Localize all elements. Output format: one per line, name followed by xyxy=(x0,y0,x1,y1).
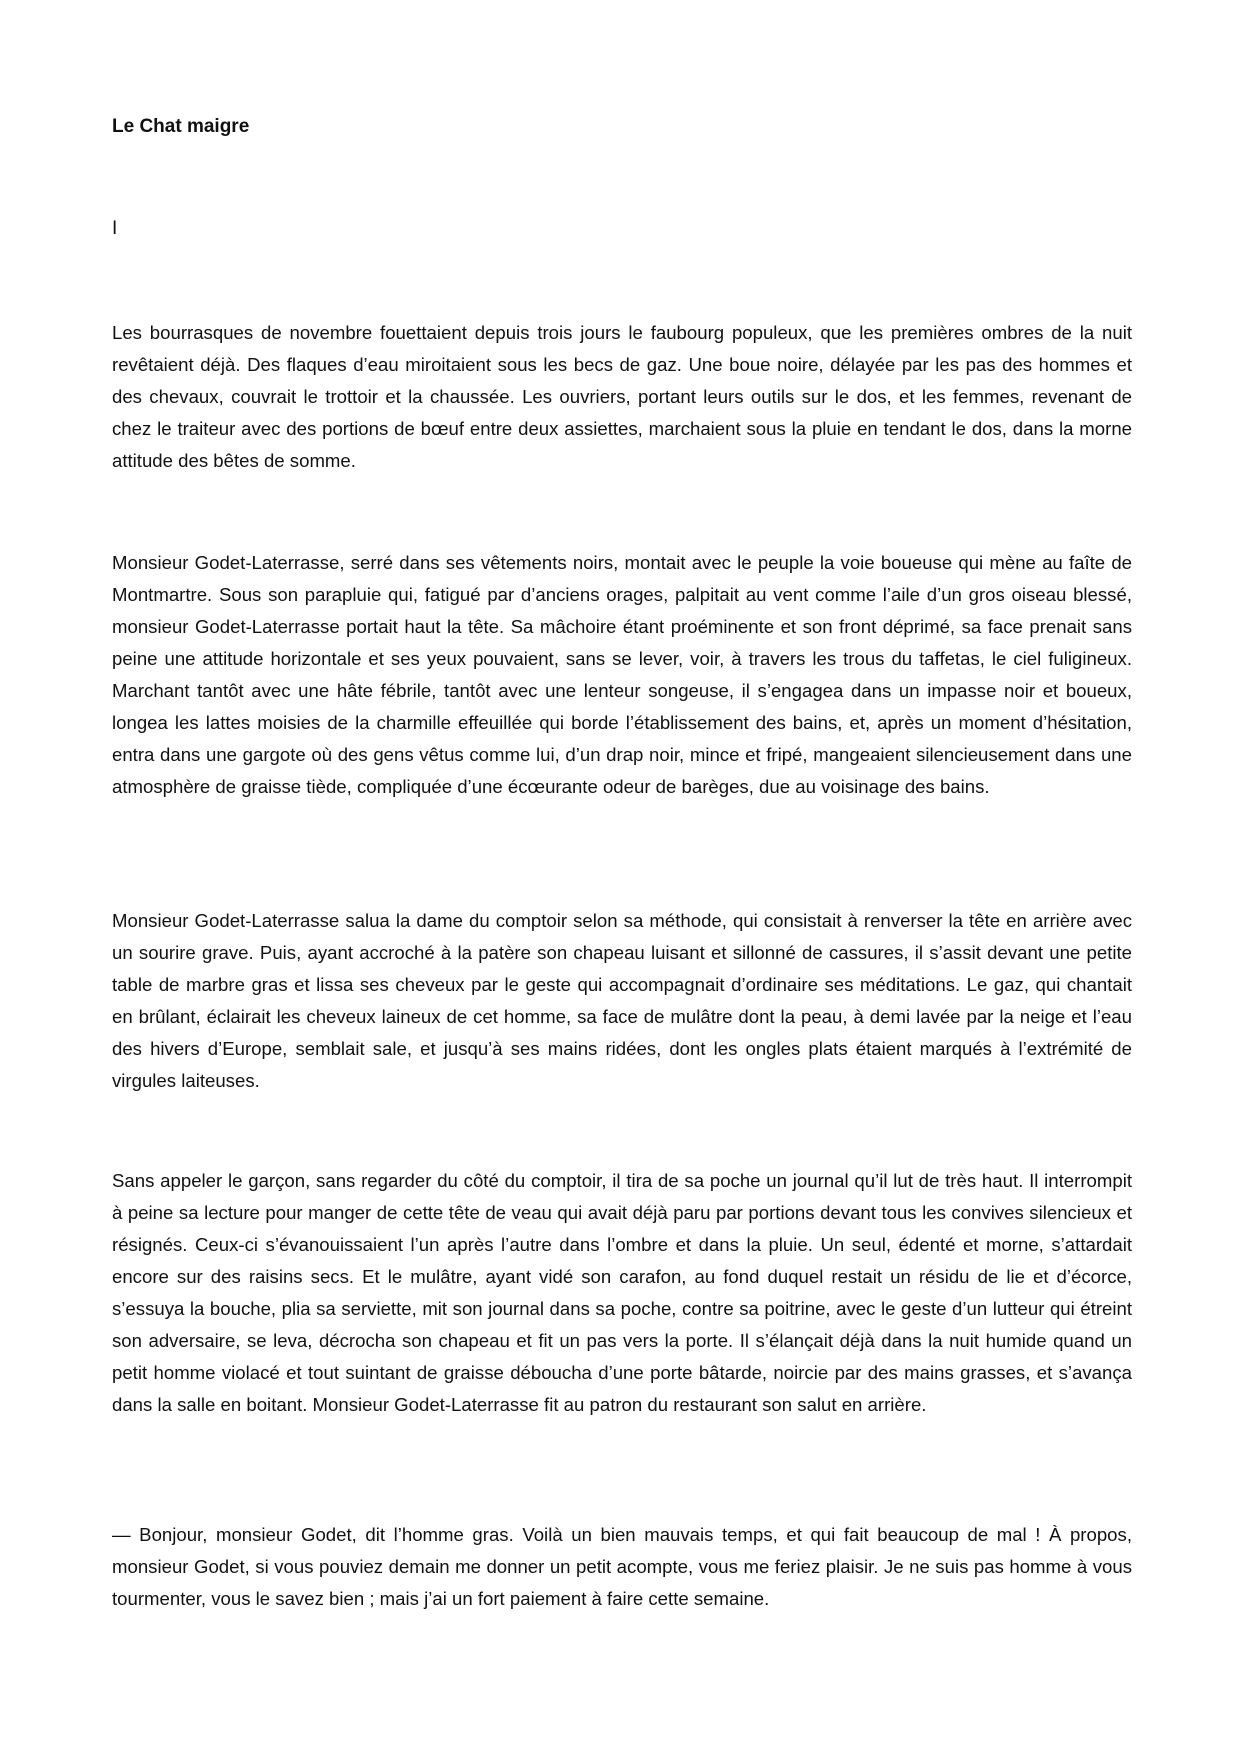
paragraph: Les bourrasques de novembre fouettaient depuis trois jours le faubourg populeux, que les premières ombres de la nuit revêtaient déjà. Des flaques d’eau miroitaient sous les becs de gaz. Une boue noire, délayée par les pas des hommes et des chevaux, couvrait le trottoir et la chaussée. Les ouvriers, portant leurs outils sur le dos, et les femmes, revenant de chez le traiteur avec des portions de bœuf entre deux assiettes, marchaient sous la pluie en tendant le dos, dans la morne attitude des bêtes de somme. xyxy=(112,322,1132,471)
document-title: Le Chat maigre xyxy=(112,116,250,137)
paragraph: Monsieur Godet-Laterrasse, serré dans ses vêtements noirs, montait avec le peuple la voie boueuse qui mène au faîte de Montmartre. Sous son parapluie qui, fatigué par d’anciens orages, palpitait au vent comme l’aile d’un gros oiseau blessé, monsieur Godet-Laterrasse portait haut la tête. Sa mâchoire étant proéminente et son front déprimé, sa face prenait sans peine une attitude horizontale et ses yeux pouvaient, sans se lever, voir, à travers les trous du taffetas, le ciel fuligineux. Marchant tantôt avec une hâte fébrile, tantôt avec une lenteur songeuse, il s’engagea dans un impasse noir et boueux, longea les lattes moisies de la charmille effeuillée qui borde l’établissement des bains, et, après un moment d’hésitation, entra dans une gargote où des gens vêtus comme lui, d’un drap noir, mince et fripé, mangeaient silencieusement dans une atmosphère de graisse tiède, compliquée d’une écœurante odeur de barèges, due au voisinage des bains. xyxy=(112,552,1132,797)
paragraph: — Bonjour, monsieur Godet, dit l’homme gras. Voilà un bien mauvais temps, et qui fait beaucoup de mal ! À propos, monsieur Godet, si vous pouviez demain me donner un petit acompte, vous me feriez plaisir. Je ne suis pas homme à vous tourmenter, vous le savez bien ; mais j’ai un fort paiement à faire cette semaine. xyxy=(112,1524,1132,1609)
chapter-number: I xyxy=(112,218,118,239)
paragraph: Sans appeler le garçon, sans regarder du côté du comptoir, il tira de sa poche un journal qu’il lut de très haut. Il interrompit à peine sa lecture pour manger de cette tête de veau qui avait déjà paru par portions devant tous les convives silencieux et résignés. Ceux-ci s’évanouissaient l’un après l’autre dans l’ombre et dans la pluie. Un seul, édenté et morne, s’attardait encore sur des raisins secs. Et le mulâtre, ayant vidé son carafon, au fond duquel restait un résidu de lie et d’écorce, s’essuya la bouche, plia sa serviette, mit son journal dans sa poche, contre sa poitrine, avec le geste d’un lutteur qui étreint son adversaire, se leva, décrocha son chapeau et fit un pas vers la porte. Il s’élançait déjà dans la nuit humide quand un petit homme violacé et tout suintant de graisse déboucha d’une porte bâtarde, noircie par des mains grasses, et s’avança dans la salle en boitant. Monsieur Godet-Laterrasse fit au patron du restaurant son salut en arrière. xyxy=(112,1170,1132,1415)
paragraph: Monsieur Godet-Laterrasse salua la dame du comptoir selon sa méthode, qui consistait à renverser la tête en arrière avec un sourire grave. Puis, ayant accroché à la patère son chapeau luisant et sillonné de cassures, il s’assit devant une petite table de marbre gras et lissa ses cheveux par le geste qui accompagnait d’ordinaire ses méditations. Le gaz, qui chantait en brûlant, éclairait les cheveux laineux de cet homme, sa face de mulâtre dont la peau, à demi lavée par la neige et l’eau des hivers d’Europe, semblait sale, et jusqu’à ses mains ridées, dont les ongles plats étaient marqués à l’extrémité de virgules laiteuses. xyxy=(112,910,1132,1091)
